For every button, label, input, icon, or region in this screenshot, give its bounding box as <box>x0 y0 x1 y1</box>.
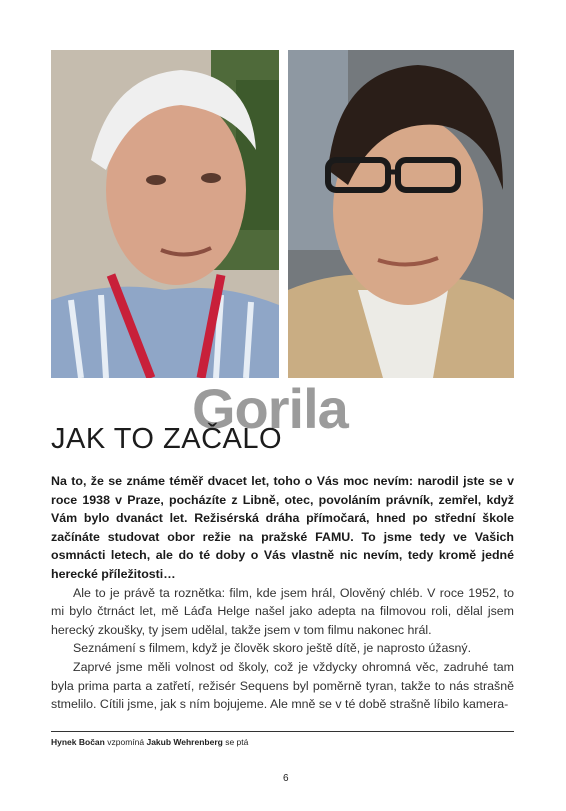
author-credit <box>51 737 248 747</box>
credit-verb-1: vzpomíná <box>107 737 145 747</box>
body-paragraph-3: Zaprvé jsme měli volnost od školy, což je vždycky ohromná věc, zadruhé tam byla prima parta a zatřetí, režisér Sequens byl poměrně tyran, takže to nás strašně stmelilo. Cítili jsme, jak s ním bojujeme. Ale mně se v té době strašně líbilo kamera- <box>51 659 514 712</box>
footer-divider <box>51 731 514 732</box>
credit-verb-2: se ptá <box>225 737 249 747</box>
body-paragraph-2: Seznámení s filmem, když je člověk skoro ještě dítě, je naprosto úžasný. <box>73 641 472 656</box>
photo-younger-man-image <box>288 50 514 378</box>
page-number: 6 <box>283 773 289 784</box>
credit-name-1: Hynek Bočan <box>51 737 105 747</box>
credit-name-2: Jakub Wehrenberg <box>146 737 223 747</box>
watermark: Gorila <box>192 377 348 440</box>
photo-older-man-image <box>51 50 279 378</box>
lead-paragraph: Na to, že se známe téměř dvacet let, toho o Vás moc nevím: narodil jste se v roce 1938 v Praze, pocházíte z Libně, otec, povoláním právník, zemřel, když Vám bylo dvanáct let. Režisérská dráha přímočará, hned po střední škole začínáte studovat obor režie na pražské FAMU. To jsme tedy ve Vašich osmnácti letech, ale do té doby o Vás vlastně nic nevím, tedy kromě jedné herecké příležitosti… <box>51 474 514 581</box>
photo-younger-man <box>288 50 514 378</box>
photo-older-man <box>51 50 279 378</box>
page-title: JAK TO ZAČALO <box>51 423 283 455</box>
article-body <box>51 472 514 714</box>
body-paragraph-1: Ale to je právě ta roznětka: film, kde jsem hrál, Olověný chléb. V roce 1952, to mi bylo čtrnáct let, mě Láďa Helge našel jako adepta na filmovou roli, dělal jsem herecký zkoušky, ty jsem udělal, takže jsem v tom filmu nakonec hrál. <box>51 585 514 637</box>
